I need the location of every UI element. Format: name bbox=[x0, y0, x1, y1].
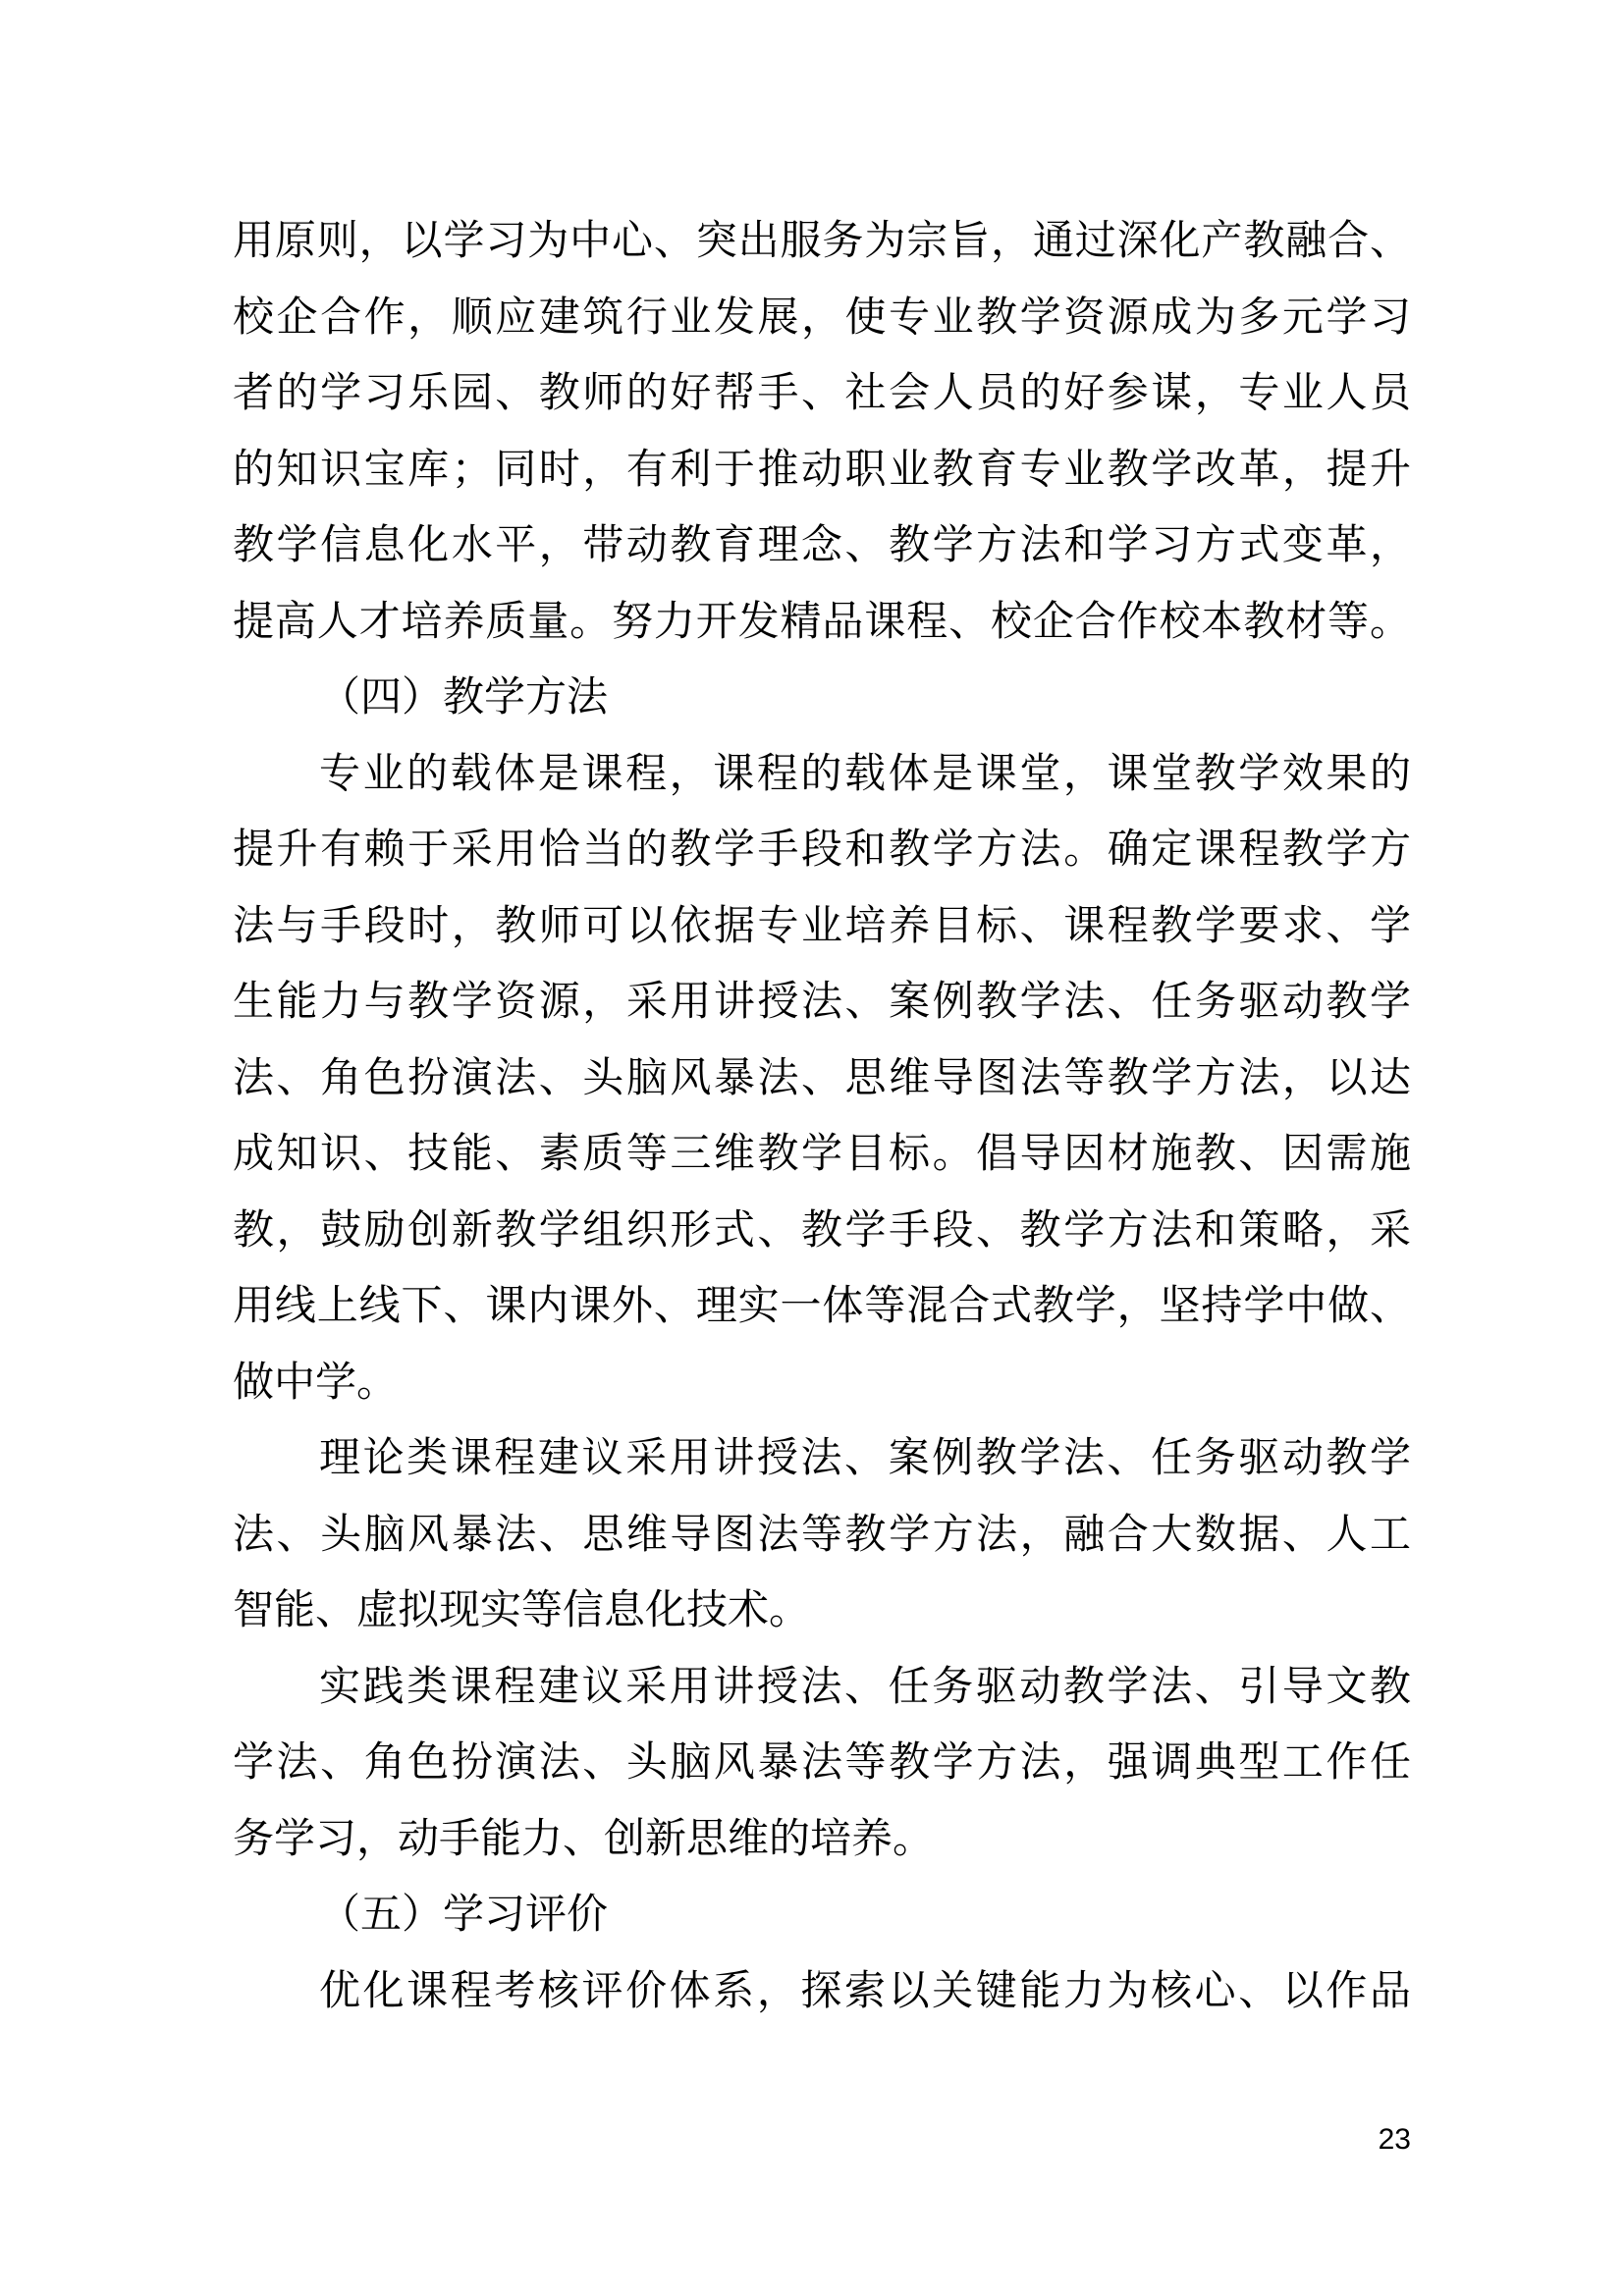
text-line: 用原则，以学习为中心、突出服务为宗旨，通过深化产教融合、 bbox=[233, 219, 1411, 264]
page-number: 23 bbox=[1378, 2123, 1411, 2156]
text-line: 智能、虚拟现实等信息化技术。 bbox=[233, 1588, 811, 1633]
text-line: 生能力与教学资源，采用讲授法、案例教学法、任务驱动教学 bbox=[233, 980, 1411, 1025]
text-line: 的知识宝库；同时，有利于推动职业教育专业教学改革，提升 bbox=[233, 447, 1411, 493]
text-line: 优化课程考核评价体系，探索以关键能力为核心、以作品 bbox=[319, 1968, 1411, 2014]
text-line: 法、头脑风暴法、思维导图法等教学方法，融合大数据、人工 bbox=[233, 1512, 1411, 1558]
text-line: 用线上线下、课内课外、理实一体等混合式教学，坚持学中做、 bbox=[233, 1284, 1411, 1329]
text-line: 法与手段时，教师可以依据专业培养目标、课程教学要求、学 bbox=[233, 903, 1411, 949]
text-line: 提升有赖于采用恰当的教学手段和教学方法。确定课程教学方 bbox=[233, 828, 1411, 873]
section-heading: （四）教学方法 bbox=[319, 675, 609, 721]
section-heading: （五）学习评价 bbox=[319, 1893, 609, 1938]
text-line: 做中学。 bbox=[233, 1360, 399, 1406]
text-line: 教，鼓励创新教学组织形式、教学手段、教学方法和策略，采 bbox=[233, 1207, 1411, 1254]
text-line: 理论类课程建议采用讲授法、案例教学法、任务驱动教学 bbox=[319, 1436, 1411, 1481]
text-line: 教学信息化水平，带动教育理念、教学方法和学习方式变革， bbox=[233, 523, 1411, 568]
text-line: 学法、角色扮演法、头脑风暴法等教学方法，强调典型工作任 bbox=[233, 1740, 1411, 1786]
text-line: 法、角色扮演法、头脑风暴法、思维导图法等教学方法，以达 bbox=[233, 1055, 1411, 1101]
text-line: 实践类课程建议采用讲授法、任务驱动教学法、引导文教 bbox=[319, 1664, 1411, 1710]
text-line: 提高人才培养质量。努力开发精品课程、校企合作校本教材等。 bbox=[233, 599, 1411, 645]
text-block bbox=[233, 204, 1411, 2030]
text-line: 者的学习乐园、教师的好帮手、社会人员的好参谋，专业人员 bbox=[233, 371, 1411, 416]
text-line: 成知识、技能、素质等三维教学目标。倡导因材施教、因需施 bbox=[233, 1132, 1411, 1177]
text-line: 专业的载体是课程，课程的载体是课堂，课堂教学效果的 bbox=[319, 751, 1411, 797]
text-line: 校企合作，顺应建筑行业发展，使专业教学资源成为多元学习 bbox=[233, 294, 1411, 341]
text-line: 务学习，动手能力、创新思维的培养。 bbox=[233, 1816, 935, 1862]
